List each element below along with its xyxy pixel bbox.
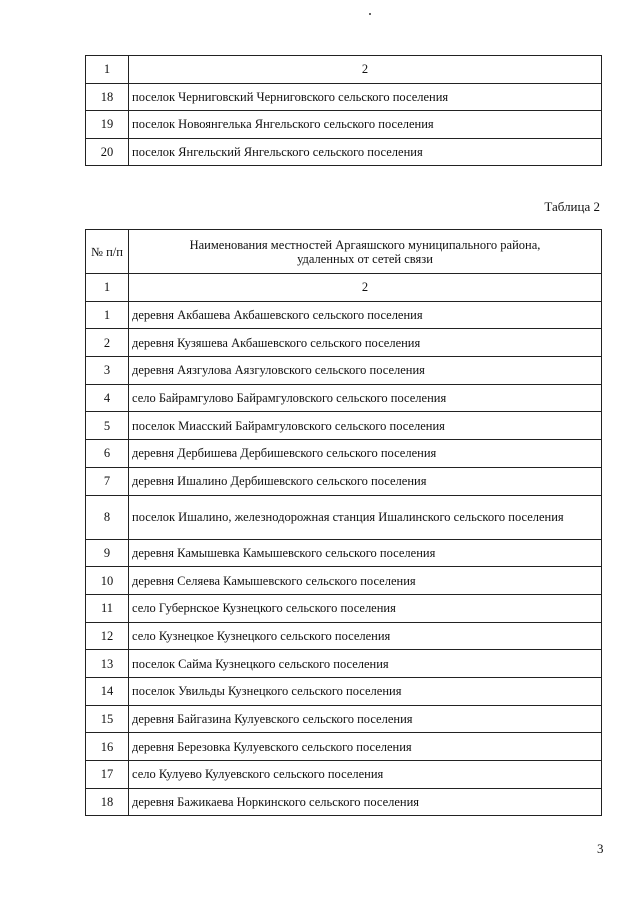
locality-name: деревня Дербишева Дербишевского сельского поселения [129, 440, 602, 468]
table-row [86, 594, 602, 622]
locality-name: поселок Янгельский Янгельского сельского поселения [129, 138, 602, 166]
row-number: 11 [86, 594, 129, 622]
table-row [86, 650, 602, 678]
table-row [86, 83, 602, 111]
table-row [86, 622, 602, 650]
locality-name: деревня Байгазина Кулуевского сельского поселения [129, 705, 602, 733]
table-row [86, 138, 602, 166]
row-number: 19 [86, 111, 129, 139]
row-number: 18 [86, 83, 129, 111]
row-number: 17 [86, 761, 129, 789]
locality-name: деревня Кузяшева Акбашевского сельского поселения [129, 329, 602, 357]
page-number: 3 [597, 841, 604, 856]
table-row [86, 761, 602, 789]
row-number: 18 [86, 788, 129, 816]
row-number: 13 [86, 650, 129, 678]
table-row [86, 357, 602, 385]
locality-name: деревня Акбашева Акбашевского сельского поселения [129, 301, 602, 329]
localities-table [85, 229, 602, 816]
locality-name: село Губернское Кузнецкого сельского поселения [129, 594, 602, 622]
table-row [86, 467, 602, 495]
locality-name: деревня Селяева Камышевского сельского поселения [129, 567, 602, 595]
row-number: 10 [86, 567, 129, 595]
locality-name: поселок Ишалино, железнодорожная станция Ишалинского сельского поселения [129, 495, 602, 539]
row-number: 15 [86, 705, 129, 733]
locality-name: село Кулуево Кулуевского сельского поселения [129, 761, 602, 789]
column-index-2: 2 [129, 56, 602, 84]
table-row [86, 495, 602, 539]
continued-table [85, 55, 602, 166]
row-number: 14 [86, 677, 129, 705]
table-row [86, 412, 602, 440]
header-number: № п/п [86, 230, 129, 274]
row-number: 1 [86, 301, 129, 329]
locality-name: поселок Увильды Кузнецкого сельского поселения [129, 677, 602, 705]
locality-name: деревня Ишалино Дербишевского сельского поселения [129, 467, 602, 495]
table-index-row [86, 274, 602, 302]
row-number: 12 [86, 622, 129, 650]
table-index-row [86, 56, 602, 84]
row-number: 7 [86, 467, 129, 495]
column-index-1: 1 [86, 274, 129, 302]
locality-name: село Кузнецкое Кузнецкого сельского поселения [129, 622, 602, 650]
locality-name: деревня Аязгулова Аязгуловского сельского поселения [129, 357, 602, 385]
locality-name: поселок Новоянгелька Янгельского сельского поселения [129, 111, 602, 139]
row-number: 6 [86, 440, 129, 468]
row-number: 4 [86, 384, 129, 412]
table-header-row [86, 230, 602, 274]
locality-name: поселок Сайма Кузнецкого сельского поселения [129, 650, 602, 678]
table-row [86, 111, 602, 139]
locality-name: поселок Черниговский Черниговского сельского поселения [129, 83, 602, 111]
row-number: 5 [86, 412, 129, 440]
table-row [86, 705, 602, 733]
table-caption: Таблица 2 [544, 199, 600, 214]
table-row [86, 539, 602, 567]
locality-name: деревня Березовка Кулуевского сельского поселения [129, 733, 602, 761]
table-row [86, 733, 602, 761]
table-row [86, 384, 602, 412]
locality-name: поселок Миасский Байрамгуловского сельского поселения [129, 412, 602, 440]
locality-name: деревня Бажикаева Норкинского сельского поселения [129, 788, 602, 816]
table-row [86, 567, 602, 595]
table-row [86, 301, 602, 329]
row-number: 8 [86, 495, 129, 539]
column-index-2: 2 [129, 274, 602, 302]
table-row [86, 677, 602, 705]
locality-name: село Байрамгулово Байрамгуловского сельского поселения [129, 384, 602, 412]
scan-speck [369, 13, 371, 15]
table-row [86, 440, 602, 468]
row-number: 16 [86, 733, 129, 761]
row-number: 9 [86, 539, 129, 567]
row-number: 2 [86, 329, 129, 357]
header-title: Наименования местностей Аргаяшского муниципального района, удаленных от сетей связи [129, 230, 602, 274]
row-number: 20 [86, 138, 129, 166]
column-index-1: 1 [86, 56, 129, 84]
locality-name: деревня Камышевка Камышевского сельского поселения [129, 539, 602, 567]
table-row [86, 788, 602, 816]
table-row [86, 329, 602, 357]
row-number: 3 [86, 357, 129, 385]
